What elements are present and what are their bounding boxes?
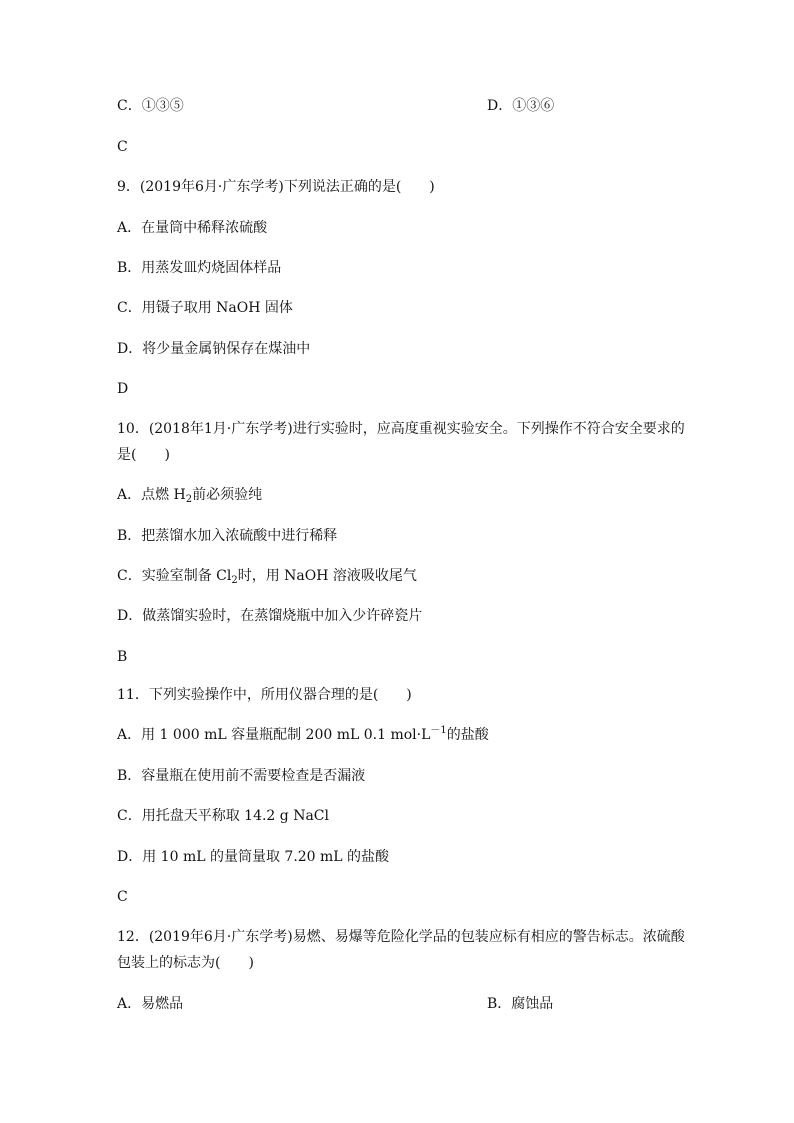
q10-option-c-pre: C．实验室制备 Cl — [117, 568, 232, 584]
q10-option-c — [117, 567, 417, 585]
q11-option-a — [117, 726, 489, 744]
q10-answer: B — [117, 649, 128, 665]
q9-option-d: D．将少量金属钠保存在煤油中 — [117, 341, 311, 357]
q12-stem-line1: 12．(2019年6月·广东学考)易燃、易爆等危险化学品的包装应标有相应的警告标志。浓硫酸 — [117, 929, 685, 945]
q11-option-c: C．用托盘天平称取 14.2 g NaCl — [117, 808, 329, 824]
q11-stem: 11．下列实验操作中，所用仪器合理的是( ) — [117, 687, 412, 703]
q10-option-d: D．做蒸馏实验时，在蒸馏烧瓶中加入少许碎瓷片 — [117, 608, 423, 624]
q11-answer: C — [117, 889, 128, 905]
q8-option-row — [117, 97, 555, 115]
q9-option-a: A．在量筒中稀释浓硫酸 — [117, 220, 268, 236]
q10-stem-line2: 是( ) — [117, 447, 170, 463]
q10-option-b: B．把蒸馏水加入浓硫酸中进行稀释 — [117, 528, 338, 544]
q10-option-a-post: 前必须验纯 — [192, 487, 263, 503]
q8-option-c: C．①③⑤ — [117, 98, 184, 114]
q11-option-a-sup: －1 — [430, 725, 447, 736]
q8-answer: C — [117, 139, 128, 155]
q11-option-a-post: 的盐酸 — [446, 727, 489, 743]
q11-option-b: B．容量瓶在使用前不需要检查是否漏液 — [117, 768, 366, 784]
q9-option-c: C．用镊子取用 NaOH 固体 — [117, 300, 293, 316]
q11-option-d: D．用 10 mL 的量筒量取 7.20 mL 的盐酸 — [117, 849, 390, 865]
q10-option-a-sub: 2 — [185, 494, 193, 505]
q9-stem: 9．(2019年6月·广东学考)下列说法正确的是( ) — [117, 179, 435, 195]
q9-option-b: B．用蒸发皿灼烧固体样品 — [117, 260, 282, 276]
q8-option-d: D．①③⑥ — [487, 98, 555, 114]
q10-option-a-pre: A．点燃 H — [117, 487, 186, 503]
q9-answer: D — [117, 381, 129, 397]
q12-stem-line2: 包装上的标志为( ) — [117, 955, 254, 971]
q12-option-a: A．易燃品 — [117, 996, 184, 1012]
q12-option-row — [117, 995, 554, 1013]
q10-stem-line1: 10．(2018年1月·广东学考)进行实验时，应高度重视实验安全。下列操作不符合安全要求的 — [117, 421, 685, 437]
q10-option-a — [117, 486, 262, 504]
q12-option-b: B．腐蚀品 — [487, 996, 554, 1012]
q10-option-c-sub: 2 — [231, 575, 238, 586]
q10-option-c-post: 时，用 NaOH 溶液吸收尾气 — [237, 568, 417, 584]
q11-option-a-pre: A．用 1 000 mL 容量瓶配制 200 mL 0.1 mol·L — [117, 727, 431, 743]
